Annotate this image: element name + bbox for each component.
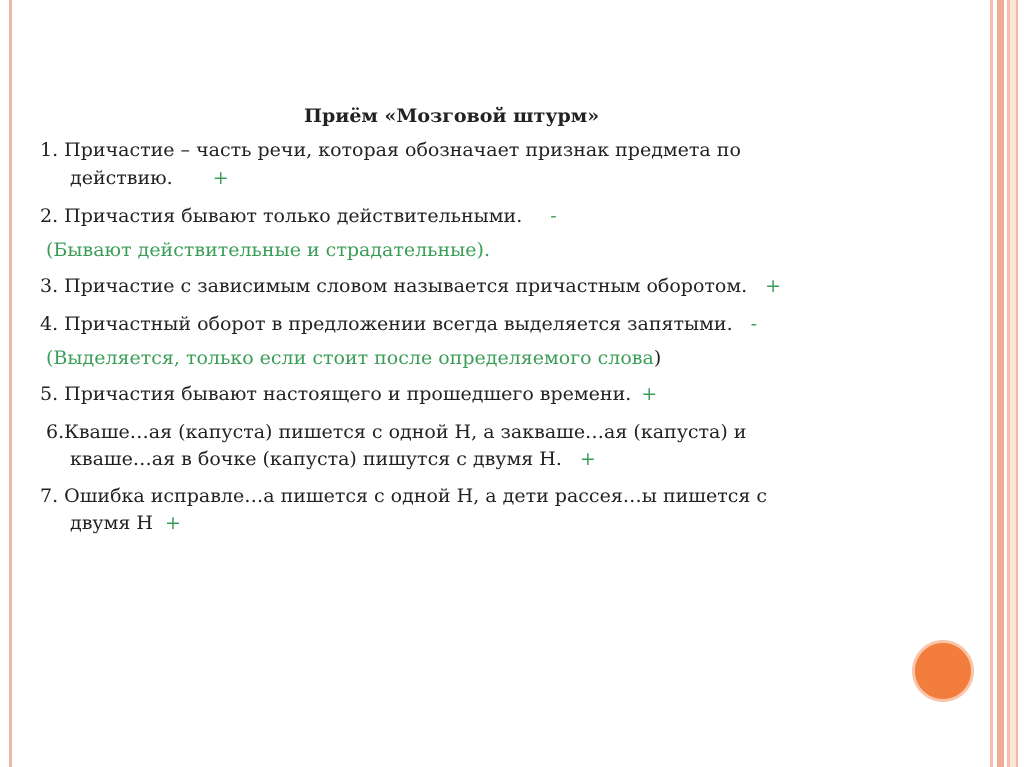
- item-2: [40, 203, 557, 230]
- decorative-circle: [912, 640, 974, 702]
- item-7-mark: +: [164, 512, 181, 534]
- item-4: [40, 311, 757, 338]
- left-frame-line: [9, 0, 12, 767]
- item-6-text: кваше…ая в бочке (капуста) пишутся с двумя Н.: [70, 448, 562, 470]
- item-7-line-2: [40, 510, 181, 537]
- item-1-line-1: 1. Причастие – часть речи, которая обозначает признак предмета по: [40, 139, 741, 161]
- item-3-text: 3. Причастие с зависимым словом называется причастным оборотом.: [40, 275, 748, 297]
- item-4-correction-text: (Выделяется, только если стоит после определяемого слова: [46, 347, 654, 369]
- item-1-text: действию.: [70, 167, 173, 189]
- right-frame-stripes: [984, 0, 1024, 767]
- item-4-correction: [46, 345, 661, 372]
- slide-title: Приём «Мозговой штурм»: [304, 105, 600, 127]
- item-3-mark: +: [765, 275, 782, 297]
- item-4-correction-paren: ): [653, 347, 662, 369]
- item-5: [40, 381, 657, 408]
- item-2-text: 2. Причастия бывают только действительными.: [40, 205, 523, 227]
- item-6-line-1: 6.Кваше…ая (капуста) пишется с одной Н, а закваше…ая (капуста) и: [46, 421, 747, 443]
- item-2-correction: (Бывают действительные и страдательные).: [46, 239, 490, 261]
- item-3: [40, 273, 781, 300]
- slide-content: [40, 0, 840, 767]
- item-6-mark: +: [579, 448, 596, 470]
- item-5-mark: +: [641, 383, 658, 405]
- item-6-line-2: [40, 446, 596, 473]
- item-4-mark: -: [750, 313, 758, 335]
- item-7-text: двумя Н: [70, 512, 153, 534]
- item-2-mark: -: [550, 205, 557, 227]
- item-7-line-1: 7. Ошибка исправле…а пишется с одной Н, а дети рассея…ы пишется с: [40, 485, 768, 507]
- item-1-line-2: [40, 165, 229, 192]
- item-1-mark: +: [212, 167, 229, 189]
- item-4-text: 4. Причастный оборот в предложении всегда выделяется запятыми.: [40, 313, 733, 335]
- item-5-text: 5. Причастия бывают настоящего и прошедшего времени.: [40, 383, 632, 405]
